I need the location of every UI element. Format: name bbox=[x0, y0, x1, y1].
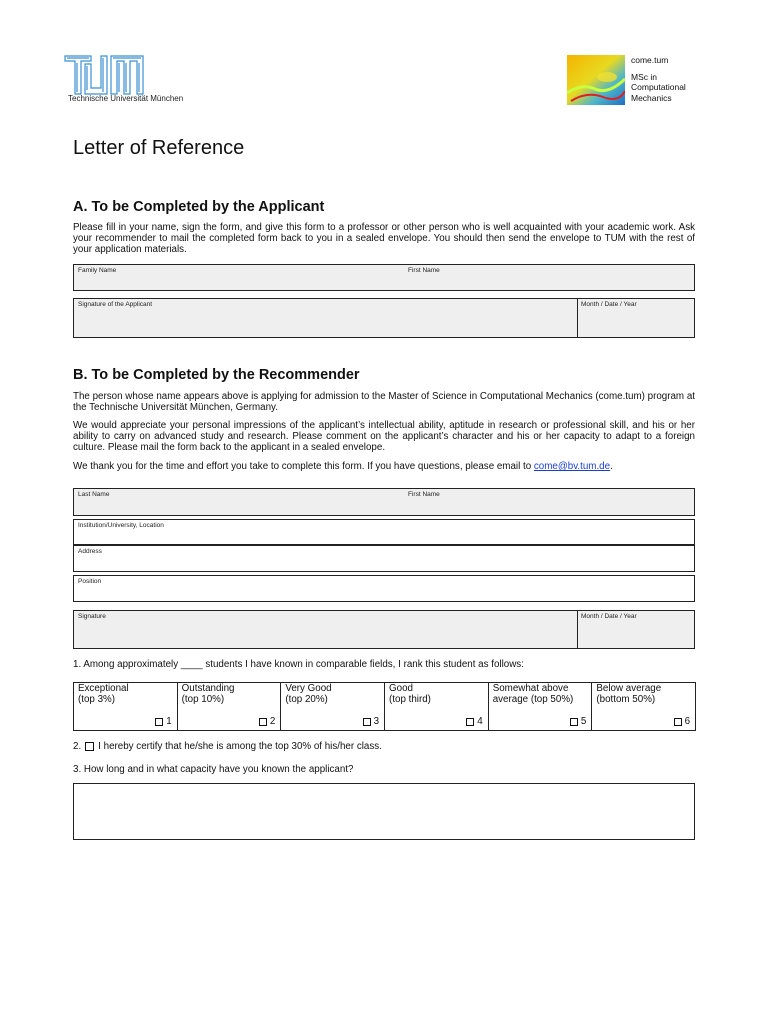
program-line: Computational bbox=[631, 82, 686, 92]
certify-checkbox[interactable] bbox=[85, 742, 94, 751]
first-name-label: First Name bbox=[408, 491, 440, 498]
rank-title: Very Good bbox=[285, 683, 332, 694]
program-line: come.tum bbox=[631, 55, 669, 65]
rank-number: 5 bbox=[580, 716, 587, 727]
section-a-instructions: Please fill in your name, sign the form, and give this form to a professor or other person who is well acquainted with your academic work. Ask your recommender to mail the completed form back to you in a sealed envelope. You should then send the envelope to TUM with the rest of your application materials. bbox=[73, 222, 695, 255]
answer-box[interactable] bbox=[73, 783, 695, 840]
come-tum-logo bbox=[567, 55, 625, 105]
rank-range: (bottom 50%) bbox=[596, 693, 656, 705]
rank-range: (top third) bbox=[389, 693, 431, 705]
recommender-name-box bbox=[73, 488, 695, 516]
rank-option bbox=[281, 683, 385, 730]
rank-title: Good bbox=[389, 683, 413, 694]
question-3: 3. How long and in what capacity have you known the applicant? bbox=[73, 764, 354, 775]
rank-option bbox=[592, 683, 695, 730]
rank-number: 4 bbox=[477, 716, 483, 727]
checkbox[interactable] bbox=[259, 718, 267, 726]
rank-title: Outstanding bbox=[181, 683, 235, 694]
question-2 bbox=[73, 741, 382, 752]
date-label: Month / Date / Year bbox=[581, 613, 637, 620]
section-b-request: We would appreciate your personal impressions of the applicant’s intellectual ability, aptitude in research or professional skill, and his or her ability to carry on advanced study and research. Please comment on the applicant’s character and his or her capacity to adapt to a foreign culture. Please mail the form back to the applicant in a sealed envelope. bbox=[73, 420, 695, 453]
rank-option bbox=[385, 683, 489, 730]
section-b-intro: The person whose name appears above is applying for admission to the Master of Science in Computational Mechanics (come.tum) program at the Technische Universität München, Germany. bbox=[73, 391, 695, 413]
applicant-name-box bbox=[73, 264, 695, 291]
question-2-number: 2. bbox=[73, 741, 82, 752]
checkbox[interactable] bbox=[155, 718, 163, 726]
section-a-heading: A. To be Completed by the Applicant bbox=[73, 199, 325, 215]
divider bbox=[577, 611, 578, 648]
rank-title: Exceptional bbox=[78, 683, 129, 694]
rank-title: Below average bbox=[596, 683, 662, 694]
last-name-label: Last Name bbox=[78, 491, 110, 498]
ranking-table bbox=[73, 682, 696, 731]
section-b-thanks bbox=[73, 461, 695, 472]
checkbox[interactable] bbox=[466, 718, 474, 726]
address-label: Address bbox=[78, 548, 102, 555]
rank-number: 3 bbox=[373, 716, 380, 727]
program-line: Mechanics bbox=[631, 92, 672, 103]
rank-label bbox=[285, 684, 331, 705]
rank-number: 2 bbox=[269, 716, 276, 727]
rank-number: 1 bbox=[166, 716, 172, 727]
checkbox[interactable] bbox=[363, 718, 371, 726]
rank-choice bbox=[674, 716, 690, 727]
date-label: Month / Date / Year bbox=[581, 301, 637, 308]
divider bbox=[577, 299, 578, 337]
position-box bbox=[73, 575, 695, 602]
address-box bbox=[73, 545, 695, 572]
email-link[interactable]: come@bv.tum.de bbox=[533, 461, 611, 472]
position-label: Position bbox=[78, 578, 102, 585]
institution-label: Institution/University, Location bbox=[78, 522, 164, 529]
tum-logo bbox=[64, 54, 144, 96]
rank-title: Somewhat above bbox=[492, 683, 569, 694]
signature-label: Signature of the Applicant bbox=[78, 301, 153, 308]
rank-label bbox=[182, 684, 235, 705]
rank-range: (top 20%) bbox=[285, 693, 328, 705]
question-2-text: I hereby certify that he/she is among the top 30% of his/her class. bbox=[98, 741, 382, 752]
recommender-signature-box bbox=[73, 610, 695, 649]
checkbox[interactable] bbox=[674, 718, 682, 726]
institution-box bbox=[73, 519, 695, 545]
program-info bbox=[631, 55, 686, 103]
rank-number: 6 bbox=[684, 716, 691, 727]
section-b-heading: B. To be Completed by the Recommender bbox=[73, 367, 360, 383]
program-line: MSc in bbox=[631, 71, 657, 82]
rank-choice bbox=[466, 716, 482, 727]
rank-choice bbox=[363, 716, 379, 727]
rank-option bbox=[74, 683, 178, 730]
rank-range: average (top 50%) bbox=[492, 693, 574, 705]
family-name-label: Family Name bbox=[78, 267, 117, 274]
document-title: Letter of Reference bbox=[73, 137, 245, 159]
rank-range: (top 10%) bbox=[181, 693, 225, 705]
rank-label bbox=[389, 684, 431, 705]
rank-choice bbox=[570, 716, 586, 727]
rank-choice bbox=[155, 716, 171, 727]
rank-choice bbox=[259, 716, 275, 727]
thanks-suffix: . bbox=[610, 461, 613, 472]
rank-option bbox=[178, 683, 282, 730]
rank-option bbox=[489, 683, 593, 730]
thanks-text: We thank you for the time and effort you take to complete this form. If you have questions, please email to bbox=[73, 461, 534, 472]
checkbox[interactable] bbox=[570, 718, 578, 726]
applicant-signature-box bbox=[73, 298, 695, 338]
question-1: 1. Among approximately ____ students I have known in comparable fields, I rank this student as follows: bbox=[73, 659, 524, 670]
first-name-label: First Name bbox=[408, 267, 440, 274]
rank-label bbox=[493, 684, 574, 705]
rank-label bbox=[78, 684, 129, 705]
rank-label bbox=[596, 684, 661, 705]
university-name: Technische Universität München bbox=[68, 94, 184, 103]
rank-range: (top 3%) bbox=[78, 693, 116, 705]
signature-label: Signature bbox=[78, 613, 106, 620]
